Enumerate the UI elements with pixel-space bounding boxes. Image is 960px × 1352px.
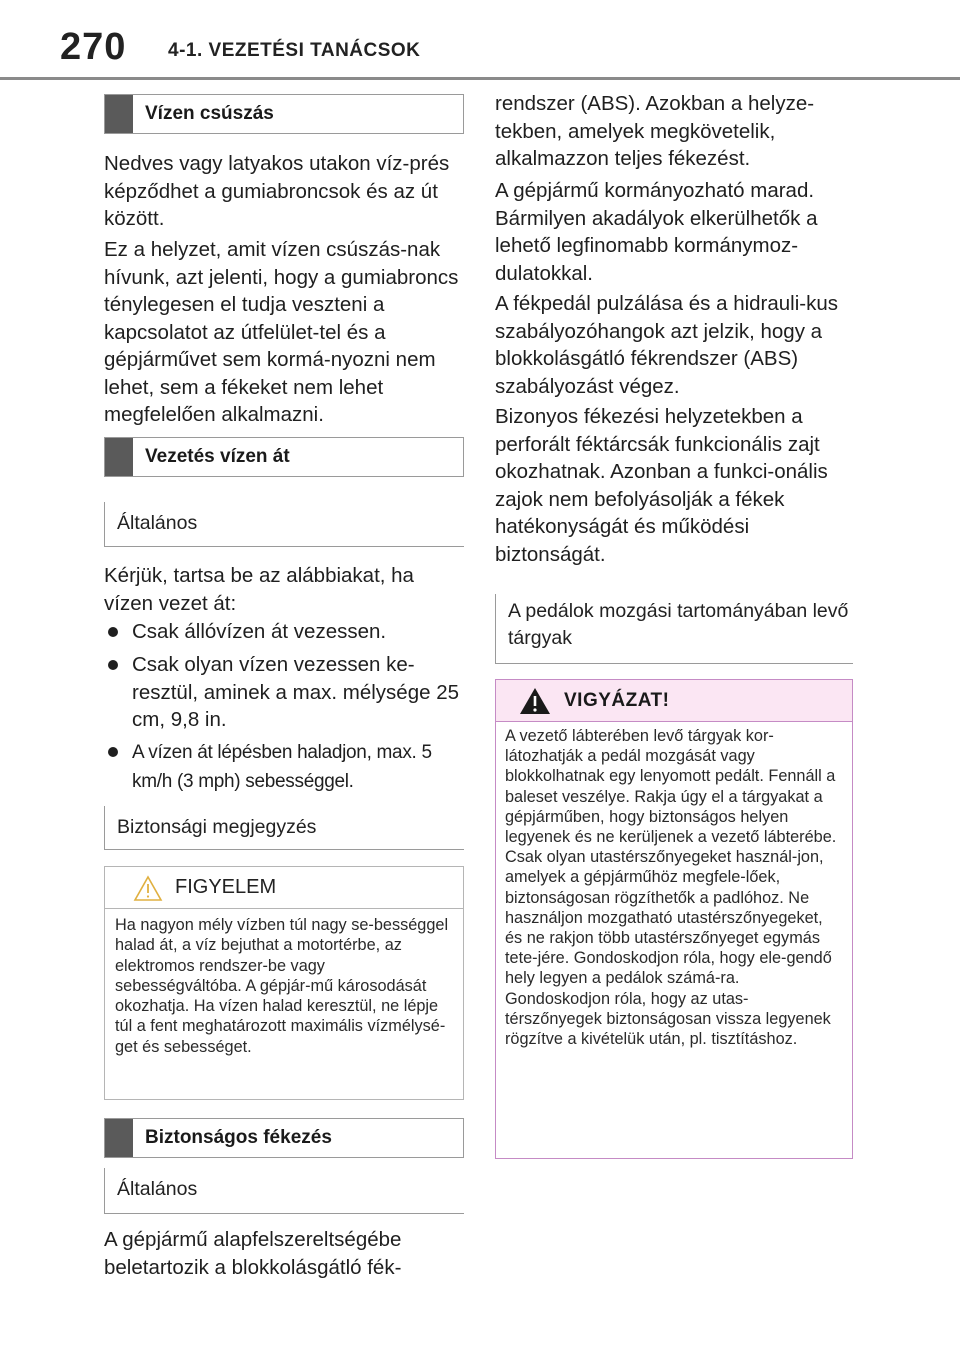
section-title: Vízen csúszás (145, 103, 274, 124)
chapter-title: 4-1. VEZETÉSI TANÁCSOK (168, 40, 421, 61)
warning-body: A vezető lábterében levő tárgyak kor-látozhatják a pedál mozgását vagy blokkolhatnak egy lenyomott pedált. Fennáll a baleset veszélye. Rakja úgy el a tárgyakat a gépjárműben, hogy biztonságos helyen legyenek és ne kerüljenek a vezető lábterébe. Csak olyan utastérszőnyegeket használ-jon, amelyek a gépjárműhöz megfele-lőek, biztonságosan rögzíthetők a padlóhoz. Ne használjon mozgatható utastérszőnyegeket, és ne rakjon több utastérszőnyeget egymás tete-jére. Gondoskodjon róla, hogy ele-gendő hely legyen a pedálok számá-ra. Gondoskodjon róla, hogy az utas-térszőnyegek biztonságosan vissza legyenek rögzítve a kivételük után, pl. tisztításhoz. (505, 727, 837, 1049)
notice-box (104, 866, 464, 1100)
paragraph: A gépjármű alapfelszereltségébe beletartozik a blokkolásgátló fék- (104, 1228, 402, 1279)
page-number: 270 (60, 26, 127, 68)
header-rule (0, 77, 960, 80)
section-title: Biztonságos fékezés (145, 1127, 332, 1148)
section-heading-hydroplaning (104, 94, 464, 134)
warning-title: VIGYÁZAT! (564, 690, 670, 711)
list-item (104, 618, 464, 646)
paragraph: Ez a helyzet, amit vízen csúszás-nak hívunk, azt jelenti, hogy a gumiabroncs ténylegesen el tudja veszteni a kapcsolatot az útfelület-tel és a gépjárművet sem kormá-nyozni nem lehet, sem a fékeket nem lehet megfelelően alkalmazni. (104, 238, 459, 426)
subheading: Általános (104, 1168, 464, 1214)
section-marker (105, 1119, 133, 1157)
paragraph: A fékpedál pulzálása és a hidrauli-kus szabályozóhangok azt jelzik, hogy a blokkolásgátló fékrendszer (ABS) szabályozást végez. (495, 292, 839, 398)
subheading: Biztonsági megjegyzés (104, 806, 464, 850)
notice-body: Ha nagyon mély vízben túl nagy se-bességgel halad át, a víz bejuthat a motortérbe, az elektromos rendszer-be vagy sebességváltóba. A gépjár-mű károsodását okozhatja. Ha vízen halad keresztül, ne lépje túl a fent meghatározott maximális vízmélysé-get és sebességet. (115, 916, 449, 1056)
warning-box (495, 679, 853, 1159)
list-item-text: Csak állóvízen át vezessen. (132, 620, 387, 643)
paragraph: Bizonyos fékezési helyzetekben a perforált féktárcsák funkcionális zajt okozhatnak. Azonban a funkci-onális zajok nem befolyásolják a fékek hatékonyságát és működési biztonságát. (495, 405, 828, 566)
notice-header (105, 867, 463, 909)
section-marker (105, 438, 133, 476)
subheading: Általános (104, 502, 464, 547)
list-item (104, 738, 464, 795)
bullet-dot (108, 660, 118, 670)
bullet-dot (108, 627, 118, 637)
section-heading-safe-braking (104, 1118, 464, 1158)
bullet-dot (108, 747, 118, 757)
paragraph: Nedves vagy latyakos utakon víz-prés képződhet a gumiabroncsok és az út között. (104, 152, 450, 230)
warning-header (496, 680, 852, 722)
caution-triangle-icon (133, 875, 163, 902)
paragraph: Kérjük, tartsa be az alábbiakat, ha vízen vezet át: (104, 564, 414, 615)
warning-triangle-icon (519, 687, 551, 715)
paragraph: rendszer (ABS). Azokban a helyze-tekben, amelyek megkövetelik, alkalmazzon teljes fékezést. (495, 92, 815, 170)
section-heading-water-driving (104, 437, 464, 477)
paragraph: A gépjármű kormányozható marad. Bármilyen akadályok elkerülhetők a lehető legfinomabb kormánymoz-dulatokkal. (495, 179, 818, 285)
list-item (104, 651, 464, 734)
subheading: A pedálok mozgási tartományában levő tárgyak (495, 594, 853, 664)
list-item-text: Csak olyan vízen vezessen ke-resztül, aminek a max. mélysége 25 cm, 9,8 in. (132, 653, 459, 731)
notice-title: FIGYELEM (175, 876, 277, 898)
page-header (0, 0, 960, 80)
section-title: Vezetés vízen át (145, 446, 290, 467)
section-marker (105, 95, 133, 133)
list-item-text: A vízen át lépésben haladjon, max. 5 km/h (3 mph) sebességgel. (132, 742, 432, 792)
